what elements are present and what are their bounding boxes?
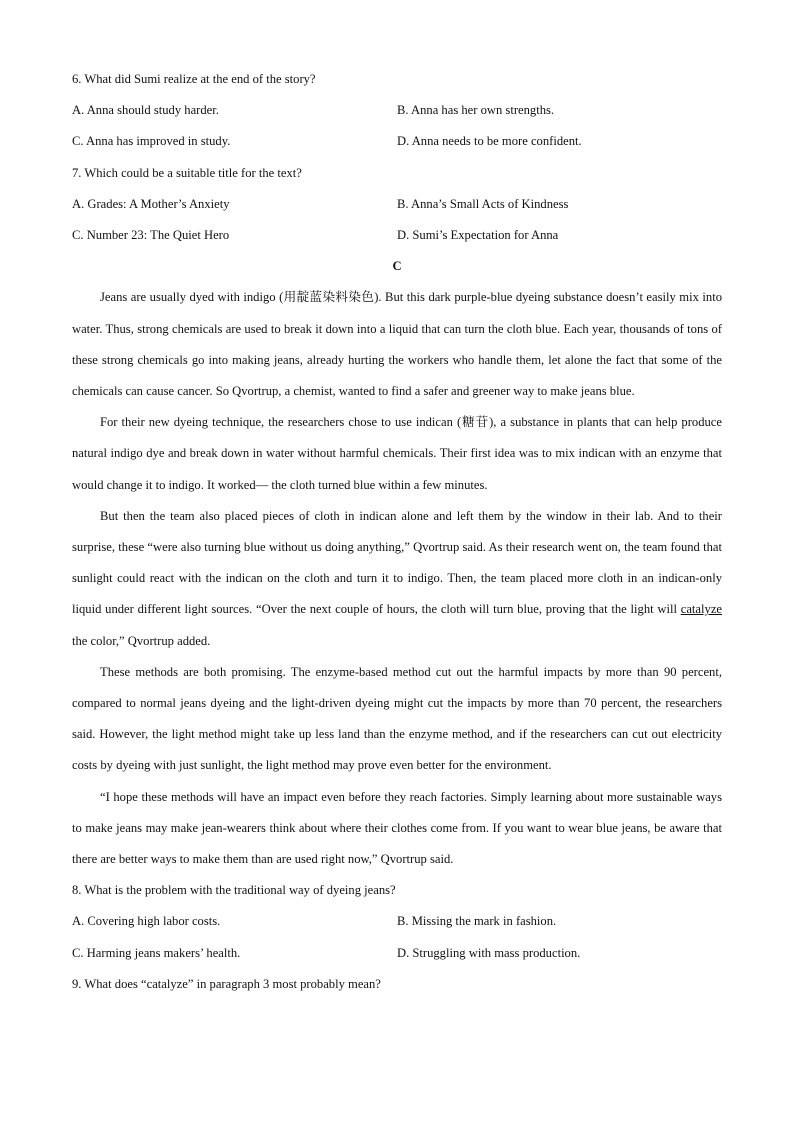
- passage-paragraph-1: Jeans are usually dyed with indigo (用靛蓝染料染色). But this dark purple-blue dyeing substance doesn’t easily mix into water. Thus, strong chemicals are used to break it down into a liquid that can turn the cloth blue. Each year, thousands of tons of these strong chemicals go into making jeans, already hurting the workers who handle them, let alone the fact that some of the chemicals can cause cancer. So Qvortrup, a chemist, wanted to find a safer and greener way to make jeans blue.: [72, 290, 722, 398]
- underlined-word-catalyze: catalyze: [680, 602, 722, 617]
- question-7-option-d: D. Sumi’s Expectation for Anna: [397, 227, 559, 242]
- question-7-option-a: A. Grades: A Mother’s Anxiety: [72, 196, 230, 211]
- question-7-option-c: C. Number 23: The Quiet Hero: [72, 227, 230, 242]
- question-8-option-b: B. Missing the mark in fashion.: [397, 914, 557, 929]
- question-8-stem: 8. What is the problem with the traditional way of dyeing jeans?: [72, 883, 396, 898]
- passage-paragraph-5: “I hope these methods will have an impact even before they reach factories. Simply learning about more sustainable ways to make jeans may make jean-wearers think about where their clothes come from. If you want to wear blue jeans, be aware that there are better ways to make them than are used right now,” Qvortrup said.: [72, 789, 722, 866]
- question-6-option-b: B. Anna has her own strengths.: [397, 103, 555, 118]
- passage-paragraph-3: [72, 501, 722, 657]
- question-7-option-b: B. Anna’s Small Acts of Kindness: [397, 196, 569, 211]
- question-8-option-d: D. Struggling with mass production.: [397, 945, 581, 960]
- passage-paragraph-2: For their new dyeing technique, the researchers chose to use indican (糖苷), a substance in plants that can help produce natural indigo dye and break down in water without harmful chemicals. Their first idea was to mix indican with an enzyme that would change it to indigo. It worked— the cloth turned blue within a few minutes.: [72, 415, 722, 492]
- question-6-option-d: D. Anna needs to be more confident.: [397, 134, 582, 149]
- question-6-options-row-1: [72, 95, 722, 126]
- paragraph-3-text-after: the color,” Qvortrup added.: [72, 633, 211, 648]
- question-8-option-a: A. Covering high labor costs.: [72, 914, 221, 929]
- question-6-options-row-2: [72, 126, 722, 157]
- passage-paragraph-4: These methods are both promising. The enzyme-based method cut out the harmful impacts by more than 90 percent, compared to normal jeans dyeing and the light-driven dyeing might cut the impacts by more than 70 percent, the researchers said. However, the light method might take up less land than the enzyme method, and if the researchers can cut out electricity costs by dyeing with just sunlight, the light method may prove even better for the environment.: [72, 664, 722, 773]
- question-6-stem: 6. What did Sumi realize at the end of the story?: [72, 72, 316, 86]
- question-6-option-a: A. Anna should study harder.: [72, 103, 219, 118]
- question-7-options-row-2: [72, 220, 722, 251]
- question-8-option-c: C. Harming jeans makers’ health.: [72, 945, 241, 960]
- question-9-stem: 9. What does “catalyze” in paragraph 3 most probably mean?: [72, 976, 381, 991]
- paragraph-3-text-before: But then the team also placed pieces of cloth in indican alone and left them by the window in their lab. And to their surprise, these “were also turning blue without us doing anything,” Qvortrup said. As their research went on, the team found that sunlight could react with the indican on the cloth and turn it to indigo. Then, the team placed more cloth in an indican-only liquid under different light sources. “Over the next couple of hours, the cloth will turn blue, proving that the light will: [72, 508, 722, 617]
- question-7-options-row-1: [72, 189, 722, 220]
- question-6-option-c: C. Anna has improved in study.: [72, 134, 231, 149]
- question-7-stem: 7. Which could be a suitable title for the text?: [72, 165, 302, 180]
- exam-page: [72, 64, 722, 1000]
- question-8-options-row-2: [72, 938, 722, 969]
- question-8-options-row-1: [72, 906, 722, 937]
- section-c-heading: C: [392, 259, 402, 274]
